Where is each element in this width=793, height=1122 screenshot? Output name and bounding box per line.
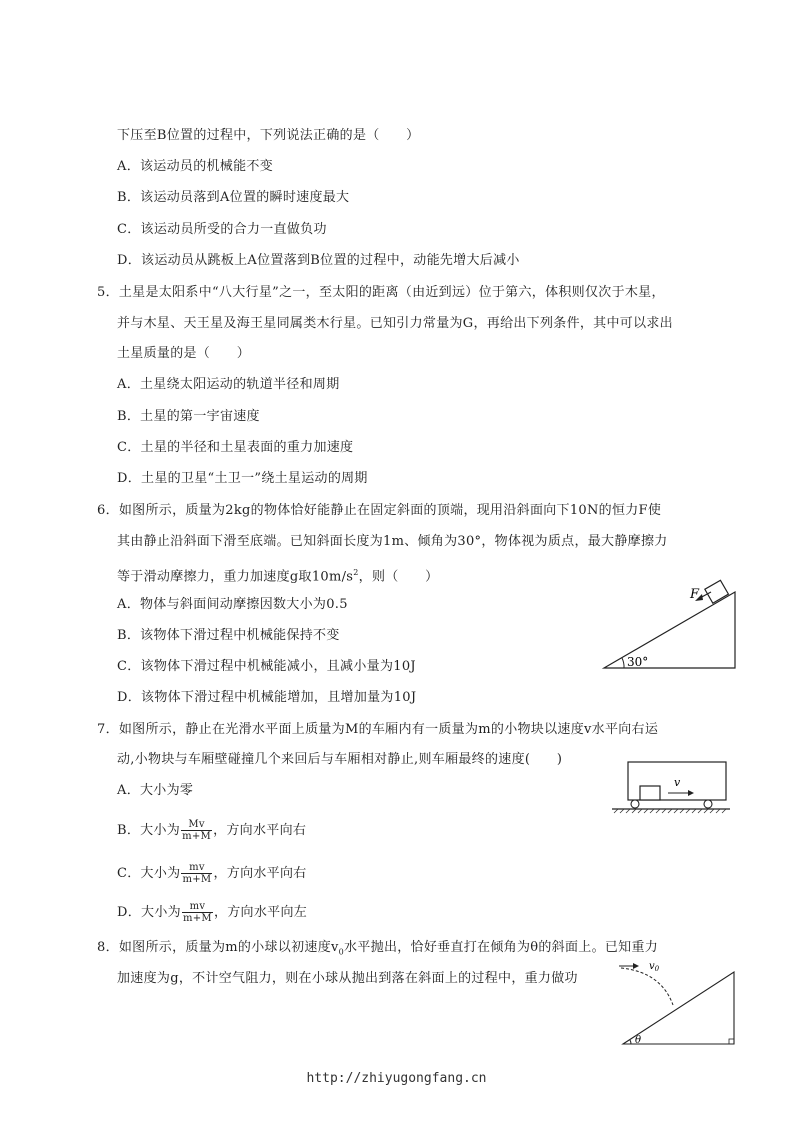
q4-stem-continuation: 下压至B位置的过程中，下列说法正确的是（ ） [117, 128, 420, 143]
velocity-arrow-head [633, 963, 639, 969]
q8-stem-line-1: 8．如图所示，质量为m的小球以初速度$v_0$水平抛出，恰好垂直打在倾角为θ的斜面上。已知重力 [97, 940, 659, 957]
q7-carriage-figure [610, 758, 735, 818]
incline-triangle [604, 592, 735, 668]
q6-option-b: B．该物体下滑过程中机械能保持不变 [117, 628, 340, 643]
q5-stem-line-1: 5．土星是太阳系中“八大行星”之一，至太阳的距离（由近到远）位于第六，体积则仅次于木星， [97, 285, 665, 300]
q5-stem-line-3: 土星质量的是（ ） [117, 346, 251, 361]
fraction-mv-over-mM: $\frac{Mv}{m+M}$ [182, 819, 212, 842]
q8-projectile-figure [617, 958, 742, 1050]
q7-option-c: C．大小为 $\frac{mv}{m+M}$ ，方向水平向右 [117, 862, 307, 885]
footer-url: http://zhiyugongfang.cn [306, 1071, 487, 1086]
q4-option-b: B．该运动员落到A位置的瞬时速度最大 [117, 190, 350, 205]
q5-option-c: C．土星的半径和土星表面的重力加速度 [117, 440, 354, 455]
q6-stem-line-2: 其由静止沿斜面下滑至底端。已知斜面长度为1m、倾角为30°，物体视为质点，最大静摩擦力 [117, 534, 668, 549]
q5-option-a: A．土星绕太阳运动的轨道半径和周期 [117, 377, 340, 392]
q7-option-b: B．大小为 $\frac{Mv}{m+M}$ ，方向水平向右 [117, 819, 307, 842]
velocity-label: v [674, 776, 681, 789]
q7-stem-line-1: 7．如图所示，静止在光滑水平面上质量为M的车厢内有一质量为m的小物块以速度v水平向右运 [97, 722, 659, 737]
q6-incline-figure [598, 578, 743, 673]
q7-stem-line-2: 动,小物块与车厢壁碰撞几个来回后与车厢相对静止,则车厢最终的速度( ) [117, 752, 563, 767]
q6-stem-line-3: 等于滑动摩擦力，重力加速度g取$10m/s^2$，则（ ） [117, 568, 439, 585]
q7-option-a: A．大小为零 [117, 783, 194, 798]
block [705, 580, 729, 603]
angle-label: 30° [627, 655, 649, 669]
velocity-label: $v_0$ [649, 961, 660, 973]
fraction-mv-over-mM: $\frac{mv}{m+M}$ [182, 901, 212, 924]
angle-label: θ [635, 1035, 642, 1046]
wheel-left [631, 800, 639, 808]
right-angle-mark [729, 1039, 734, 1044]
fraction-mv-over-mM: $\frac{mv}{m+M}$ [182, 862, 212, 885]
q4-option-d: D．该运动员从跳板上A位置落到B位置的过程中，动能先增大后减小 [117, 253, 520, 268]
q5-option-d: D．土星的卫星“土卫一”绕土星运动的周期 [117, 471, 368, 486]
q4-option-a: A．该运动员的机械能不变 [117, 159, 273, 174]
q4-option-c: C．该运动员所受的合力一直做负功 [117, 222, 327, 237]
angle-arc [622, 658, 624, 668]
q5-option-b: B．土星的第一宇宙速度 [117, 409, 260, 424]
q8-stem-line-2: 加速度为g，不计空气阻力，则在小球从抛出到落在斜面上的过程中，重力做功 [117, 971, 578, 986]
q6-stem-line-1: 6．如图所示，质量为2kg的物体恰好能静止在固定斜面的顶端，现用沿斜面向下10N的恒力F使 [97, 503, 662, 518]
trajectory-dashed [621, 968, 673, 1005]
velocity-arrow-head [688, 790, 694, 796]
q6-option-d: D．该物体下滑过程中机械能增加，且增加量为10J [117, 690, 417, 705]
small-block [640, 786, 660, 800]
force-label: F [690, 587, 700, 602]
q7-option-d: D．大小为 $\frac{mv}{m+M}$ ，方向水平向左 [117, 901, 308, 924]
angle-arc [630, 1040, 631, 1044]
q6-option-c: C．该物体下滑过程中机械能减小，且减小量为10J [117, 659, 416, 674]
q5-stem-line-2: 并与木星、天王星及海王星同属类木行星。已知引力常量为G，再给出下列条件，其中可以求出 [117, 316, 673, 331]
incline-triangle [623, 972, 734, 1044]
wheel-right [704, 800, 712, 808]
q6-option-a: A．物体与斜面间动摩擦因数大小为0.5 [117, 597, 348, 612]
